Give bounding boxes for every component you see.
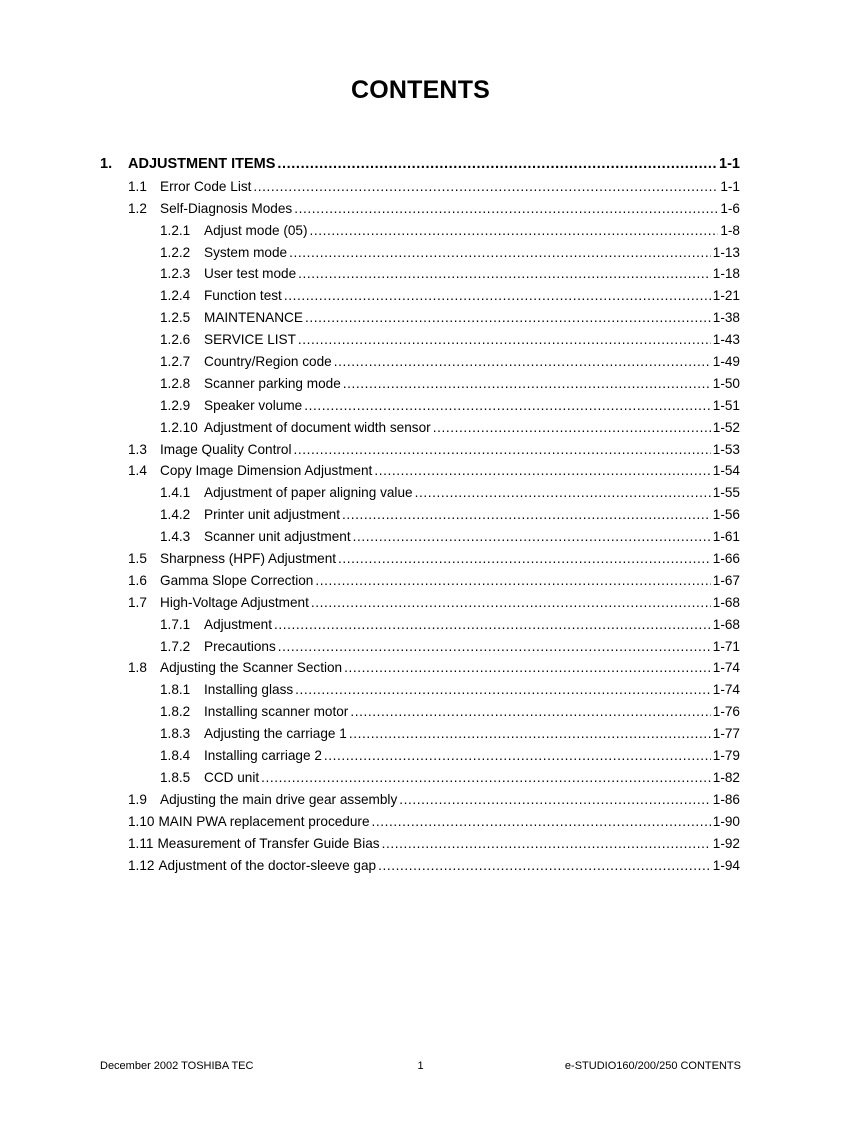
toc-entry-number: 1.2	[128, 200, 147, 216]
toc-entry-title: User test mode	[204, 266, 297, 282]
toc-entry-number: 1.2.4	[160, 288, 191, 304]
toc-entry[interactable]	[100, 763, 740, 785]
toc-entry-title: Country/Region code	[204, 354, 332, 370]
toc-entry-title: Function test	[204, 288, 282, 304]
toc-entry[interactable]	[100, 369, 740, 391]
toc-leader-dots	[295, 682, 711, 697]
toc-entry-page: 1-71	[712, 638, 740, 654]
toc-leader-dots	[349, 726, 711, 741]
toc-entry[interactable]	[100, 347, 740, 369]
toc-entry-page: 1-53	[712, 441, 740, 457]
toc-leader-dots	[293, 442, 710, 457]
toc-leader-dots	[350, 704, 710, 719]
toc-entry-number: 1.2.7	[160, 354, 191, 370]
toc-entry-title: Scanner unit adjustment	[204, 529, 351, 545]
toc-entry[interactable]	[100, 719, 740, 741]
toc-leader-dots	[353, 529, 711, 544]
toc-entry-page: 1-1	[719, 156, 740, 172]
toc-entry-page: 1-54	[712, 463, 740, 479]
toc-entry-number: 1.1	[128, 178, 147, 194]
toc-leader-dots	[343, 376, 711, 391]
toc-entry[interactable]	[100, 544, 740, 566]
toc-entry-page: 1-21	[712, 288, 740, 304]
toc-entry-number: 1.	[100, 156, 113, 172]
toc-entry-page: 1-43	[712, 332, 740, 348]
toc-leader-dots	[298, 266, 711, 281]
toc-leader-dots	[334, 354, 711, 369]
toc-entry[interactable]	[100, 851, 740, 873]
toc-entry-page: 1-86	[712, 791, 740, 807]
toc-leader-dots	[342, 507, 711, 522]
toc-entry-title: Installing glass	[204, 682, 294, 698]
toc-entry-title: Sharpness (HPF) Adjustment	[160, 551, 337, 567]
toc-entry-page: 1-49	[712, 354, 740, 370]
toc-entry-title: Adjusting the carriage 1	[204, 726, 347, 742]
toc-leader-dots	[298, 332, 711, 347]
toc-entry-title: Gamma Slope Correction	[160, 572, 314, 588]
toc-entry-number: 1.8.1	[160, 682, 191, 698]
toc-leader-dots	[294, 201, 718, 216]
toc-leader-dots	[305, 310, 711, 325]
toc-entry-number: 1.9	[128, 791, 147, 807]
toc-entry[interactable]	[100, 829, 740, 851]
toc-entry[interactable]	[100, 478, 740, 500]
toc-entry-number: 1.8	[128, 660, 147, 676]
toc-leader-dots	[289, 245, 711, 260]
toc-leader-dots	[382, 836, 711, 851]
toc-entry[interactable]	[100, 610, 740, 632]
toc-entry[interactable]	[100, 260, 740, 282]
toc-entry[interactable]	[100, 172, 740, 194]
toc-entry-page: 1-82	[712, 769, 740, 785]
toc-entry-title: MAINTENANCE	[204, 310, 303, 326]
toc-leader-dots	[277, 156, 717, 172]
toc-entry[interactable]	[100, 216, 740, 238]
toc-leader-dots	[415, 485, 711, 500]
toc-entry-page: 1-6	[720, 200, 740, 216]
toc-entry-number: 1.6	[128, 572, 147, 588]
table-of-contents	[100, 148, 740, 873]
toc-entry[interactable]	[100, 697, 740, 719]
toc-leader-dots	[274, 617, 711, 632]
toc-entry-title: Installing carriage 2	[204, 748, 322, 764]
toc-entry-page: 1-79	[712, 748, 740, 764]
toc-entry-title: Scanner parking mode	[204, 375, 341, 391]
toc-entry-number: 1.8.4	[160, 748, 191, 764]
toc-entry[interactable]	[100, 566, 740, 588]
toc-leader-dots	[253, 179, 718, 194]
toc-entry-number: 1.8.2	[160, 704, 191, 720]
toc-entry-number: 1.2.3	[160, 266, 191, 282]
toc-leader-dots	[433, 420, 711, 435]
toc-entry[interactable]	[100, 500, 740, 522]
toc-leader-dots	[310, 223, 719, 238]
toc-entry-title: CCD unit	[204, 769, 260, 785]
toc-entry[interactable]	[100, 194, 740, 216]
toc-entry-title: Image Quality Control	[160, 441, 292, 457]
toc-entry-number: 1.12	[128, 857, 155, 873]
toc-entry-title: MAIN PWA replacement procedure	[158, 813, 370, 829]
toc-entry-number: 1.4.2	[160, 507, 191, 523]
toc-entry[interactable]	[100, 435, 740, 457]
toc-entry-title: Copy Image Dimension Adjustment	[160, 463, 373, 479]
toc-entry-title: Adjustment of the doctor-sleeve gap	[158, 857, 377, 873]
toc-chapter-entry[interactable]	[100, 148, 740, 172]
toc-leader-dots	[399, 792, 711, 807]
toc-entry-number: 1.8.3	[160, 726, 191, 742]
toc-entry-page: 1-76	[712, 704, 740, 720]
toc-leader-dots	[261, 770, 711, 785]
toc-entry-title: SERVICE LIST	[204, 332, 296, 348]
toc-entry[interactable]	[100, 303, 740, 325]
toc-entry-number: 1.7.2	[160, 638, 191, 654]
toc-leader-dots	[372, 814, 711, 829]
toc-entry-number: 1.7.1	[160, 616, 191, 632]
toc-entry[interactable]	[100, 588, 740, 610]
toc-entry[interactable]	[100, 654, 740, 676]
toc-entry-page: 1-77	[712, 726, 740, 742]
toc-entry[interactable]	[100, 281, 740, 303]
toc-entry-page: 1-90	[712, 813, 740, 829]
toc-entry-page: 1-66	[712, 551, 740, 567]
toc-entry[interactable]	[100, 391, 740, 413]
toc-entry-page: 1-52	[712, 419, 740, 435]
toc-entry-title: Installing scanner motor	[204, 704, 349, 720]
toc-entry-title: Precautions	[204, 638, 276, 654]
toc-entry-title: Measurement of Transfer Guide Bias	[157, 835, 380, 851]
toc-leader-dots	[378, 858, 711, 873]
page-title: CONTENTS	[350, 76, 491, 104]
toc-entry-page: 1-74	[712, 660, 740, 676]
toc-entry-page: 1-68	[712, 616, 740, 632]
footer-document-title: e-STUDIO160/200/250 CONTENTS	[564, 1060, 741, 1072]
toc-entry-number: 1.3	[128, 441, 147, 457]
toc-entry[interactable]	[100, 238, 740, 260]
toc-leader-dots	[304, 398, 711, 413]
toc-entry-title: High-Voltage Adjustment	[160, 594, 309, 610]
toc-entry-page: 1-61	[712, 529, 740, 545]
toc-entry-page: 1-68	[712, 594, 740, 610]
toc-entry-page: 1-13	[712, 244, 740, 260]
toc-entry-number: 1.4	[128, 463, 147, 479]
toc-entry[interactable]	[100, 807, 740, 829]
footer-page-number: 1	[417, 1060, 424, 1072]
toc-leader-dots	[338, 551, 711, 566]
toc-entry-page: 1-1	[720, 178, 740, 194]
toc-entry-page: 1-56	[712, 507, 740, 523]
toc-entry-page: 1-8	[720, 222, 740, 238]
toc-leader-dots	[278, 639, 711, 654]
toc-entry-number: 1.2.2	[160, 244, 191, 260]
toc-entry-number: 1.4.1	[160, 485, 191, 501]
toc-entry-page: 1-92	[712, 835, 740, 851]
toc-entry-page: 1-38	[712, 310, 740, 326]
toc-entry-number: 1.7	[128, 594, 147, 610]
toc-entry-title: Adjusting the Scanner Section	[160, 660, 343, 676]
toc-entry-page: 1-94	[712, 857, 740, 873]
toc-entry-title: Error Code List	[160, 178, 252, 194]
toc-entry-title: Adjusting the main drive gear assembly	[160, 791, 398, 807]
toc-entry-number: 1.10	[128, 813, 155, 829]
toc-entry-number: 1.8.5	[160, 769, 191, 785]
toc-entry-page: 1-51	[712, 397, 740, 413]
toc-entry-page: 1-67	[712, 572, 740, 588]
toc-entry-title: Speaker volume	[204, 397, 303, 413]
toc-entry-title: System mode	[204, 244, 288, 260]
toc-leader-dots	[324, 748, 711, 763]
toc-entry-title: Self-Diagnosis Modes	[160, 200, 293, 216]
toc-leader-dots	[284, 288, 711, 303]
toc-entry-number: 1.2.1	[160, 222, 191, 238]
toc-entry-title: Adjustment	[204, 616, 273, 632]
toc-entry-number: 1.11	[128, 835, 154, 851]
toc-entry-number: 1.2.10	[160, 419, 198, 435]
footer-date-publisher: December 2002 TOSHIBA TEC	[100, 1060, 254, 1072]
toc-entry[interactable]	[100, 632, 740, 654]
toc-entry-number: 1.5	[128, 551, 147, 567]
toc-entry[interactable]	[100, 325, 740, 347]
toc-entry[interactable]	[100, 457, 740, 479]
toc-leader-dots	[311, 595, 711, 610]
toc-entry-page: 1-18	[712, 266, 740, 282]
toc-leader-dots	[374, 463, 710, 478]
toc-entry-title: Adjustment of document width sensor	[204, 419, 431, 435]
toc-entry-number: 1.4.3	[160, 529, 191, 545]
toc-leader-dots	[344, 660, 711, 675]
toc-entry[interactable]	[100, 785, 740, 807]
toc-entry-title: Adjust mode (05)	[204, 222, 308, 238]
toc-entry[interactable]	[100, 522, 740, 544]
toc-entry-title: Adjustment of paper aligning value	[204, 485, 413, 501]
toc-entry-number: 1.2.9	[160, 397, 191, 413]
toc-entry[interactable]	[100, 413, 740, 435]
toc-entry-number: 1.2.6	[160, 332, 191, 348]
toc-entry[interactable]	[100, 675, 740, 697]
toc-entry-page: 1-74	[712, 682, 740, 698]
toc-entry-page: 1-50	[712, 375, 740, 391]
toc-leader-dots	[315, 573, 710, 588]
toc-entry-number: 1.2.5	[160, 310, 191, 326]
toc-entry-title: ADJUSTMENT ITEMS	[128, 156, 276, 172]
toc-entry-title: Printer unit adjustment	[204, 507, 341, 523]
toc-entry[interactable]	[100, 741, 740, 763]
toc-entry-number: 1.2.8	[160, 375, 191, 391]
toc-entry-page: 1-55	[712, 485, 740, 501]
